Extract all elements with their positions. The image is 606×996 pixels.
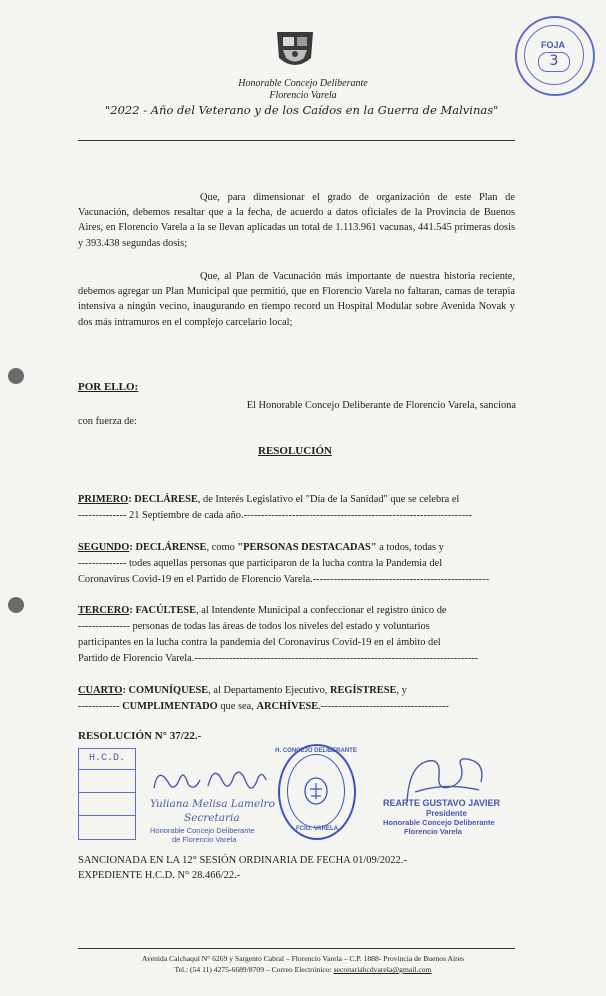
punch-hole [8,368,24,384]
president-org1: Honorable Concejo Deliberante [383,818,495,827]
article-verb: COMUNÍQUESE [128,685,209,696]
paragraph-municipal-plan: Que, al Plan de Vacunación más importante de nuestra historia reciente, debemos agregar un Plan Municipal que permitió, que en Florencio Varela no faltaran, camas de terapia intensiva a ningún vecino, inaugurando en tiempo record un Hospital Modular sobre Avenida Novak y dos más intramuros en el complejo carcelario local; [78,271,515,328]
footer-address: Avenida Calchaquí N° 6269 y Sargento Cabral – Florencio Varela – C.P. 1888- Provincia de Buenos Aires [142,954,464,963]
article-tercero-line4: Partido de Florencio Varela.---------------------------------------------------------------------------------- [78,653,479,664]
article-primero-line2: -------------- 21 Septiembre de cada año.------------------------------------------------------------------ [78,510,472,521]
council-seal [275,744,357,840]
footer-contact [0,965,606,974]
article-segundo-line3: Coronavirus Covid-19 en el Partido de Florencio Varela.--------------------------------------------------- [78,574,490,585]
article-label: SEGUNDO [78,542,130,553]
seal-ring-top: H. CONCEJO DELIBERANTE [275,748,357,754]
hcd-stamp-label: H.C.D. [88,753,125,764]
sanction-date: SANCIONADA EN LA 12° SESIÓN ORDINARIA DE FECHA 01/09/2022.- [78,855,407,866]
personas-destacadas: "PERSONAS DESTACADAS" [237,542,377,553]
footer-divider [78,948,515,949]
por-ello-text: El Honorable Concejo Deliberante de Florencio Varela, sanciona [246,400,516,411]
footer-phone: Tel.: (54 11) 4275-6689/8709 – Correo Electrónico: [174,965,334,974]
article-label: TERCERO [78,605,130,616]
header-divider [78,140,515,141]
article-verb: DECLÁRENSE [135,542,207,553]
article-verb: DECLÁRESE [134,494,198,505]
secretary-name: Yuliana Melisa Lamelro [150,798,275,810]
article-primero: PRIMERO: DECLÁRESE, de Interés Legislativo el "Día de la Sanidad" que se celebra el [78,494,460,505]
resolution-number: RESOLUCIÓN N° 37/22.- [78,730,202,742]
article-tercero-line2: --------------- personas de todas las áreas de todos los niveles del estado y voluntarios [78,621,430,632]
article-verb: FACÚLTESE [135,605,197,616]
secretary-org2: de Florencio Varela [172,835,237,844]
article-cuarto-line2: ------------ CUMPLIMENTADO que sea, ARCHÍVESE.------------------------------------- [78,701,449,712]
header-org-name: Honorable Concejo Deliberante [238,78,368,89]
article-label: PRIMERO [78,494,129,505]
seal-emblem-icon [302,776,330,806]
secretary-org1: Honorable Concejo Deliberante [150,826,255,835]
article-tercero-line3: participantes en la lucha contra la pandemia del Coronavirus Covid-19 en el ámbito del [78,637,441,648]
por-ello-label: POR ELLO: [78,381,139,393]
header-motto: "2022 - Año del Veterano y de los Caídos en la Guerra de Malvinas" [105,103,499,117]
article-tercero: TERCERO: FACÚLTESE, al Intendente Municipal a confeccionar el registro único de [78,605,447,616]
foja-number: 3 [538,52,570,72]
article-label: CUARTO [78,685,123,696]
punch-hole [8,597,24,613]
president-org2: Florencio Varela [404,827,462,836]
president-name: REARTE GUSTAVO JAVIER [383,798,501,808]
por-ello-text2: con fuerza de: [78,416,137,427]
article-cuarto: CUARTO: COMUNÍQUESE, al Departamento Ejecutivo, REGÍSTRESE, y [78,685,407,696]
foja-stamp [515,16,595,96]
seal-ring-bottom: FCIO. VARELA [296,826,338,832]
expediente-number: EXPEDIENTE H.C.D. N° 28.466/22.- [78,870,241,881]
resolution-title: RESOLUCIÓN [258,445,332,457]
footer-email-link[interactable]: secretariahcdvarela@gmail.com [333,965,432,974]
coat-of-arms-logo [271,28,319,74]
article-segundo: SEGUNDO: DECLÁRENSE, como "PERSONAS DESTACADAS" a todos, todas y [78,542,444,553]
secretary-title: Secretaria [184,812,240,824]
article-segundo-line2: -------------- todes aquellas personas que participaron de la lucha contra la Pandemia del [78,558,443,569]
foja-label: FOJA [541,40,566,50]
president-title: Presidente [426,809,467,818]
hcd-stamp-box [78,748,136,840]
header-city: Florencio Varela [269,90,337,101]
paragraph-vaccination-data: Que, para dimensionar el grado de organización de este Plan de Vacunación, debemos resaltar que a la fecha, de acuerdo a datos oficiales de la Provincia de Buenos Aires, en Florencio Varela a la se llevan aplicadas un total de 1.113.961 vacunas, 441.545 primeras dosis y 393.438 segundas dosis; [78,192,515,249]
